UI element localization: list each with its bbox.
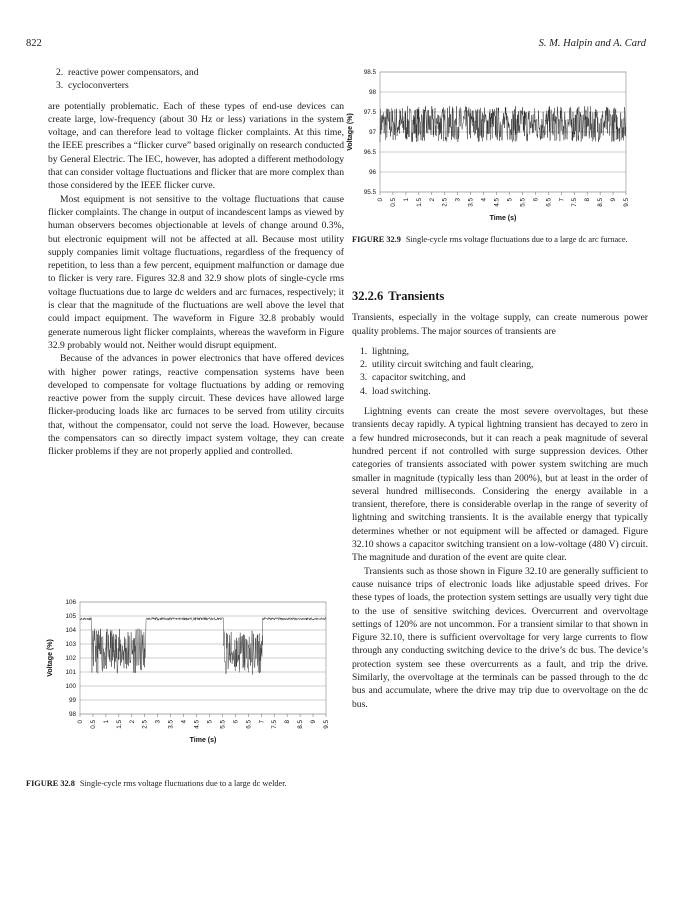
voltage-chart-dc-welder: [40, 594, 340, 754]
list-item: 4. load switching.: [360, 385, 431, 397]
paragraph: Transients, especially in the voltage supply, can create numerous power quality problems. The major sources of transients are: [352, 312, 648, 337]
x-tick-label: 2: [128, 720, 136, 724]
y-tick-label: 99: [68, 697, 76, 705]
x-tick-label: 1.5: [415, 198, 423, 207]
x-tick-label: 4: [180, 720, 188, 724]
x-axis-title: Time (s): [489, 215, 517, 222]
page-number: 822: [26, 38, 42, 49]
x-tick-label: 2: [428, 198, 436, 202]
y-tick-label: 103: [65, 641, 76, 649]
y-tick-label: 96: [368, 169, 376, 177]
x-tick-label: 2.5: [141, 720, 149, 729]
right-column: [352, 282, 648, 711]
x-tick-label: 4.5: [493, 198, 501, 207]
x-tick-label: 5.5: [219, 720, 227, 729]
y-tick-label: 98: [368, 89, 376, 97]
x-tick-label: 7: [558, 198, 566, 202]
x-tick-label: 9: [310, 720, 318, 724]
x-tick-label: 3: [454, 198, 462, 202]
paragraph: Lightning events can create the most severe overvoltages, but these transients decay rapidly. A typical lightning transient has decayed to zero in a few hundred microseconds, but it can reach a peak magnitude of several hundred percent if not controlled with surge suppression devices. Other categories of transients associated with power system switching are much smaller in magnitude (typically less than 200%), but at least in the order of several hundred milliseconds. Considering the energy available in a transient, therefore, there is considerable overlap in the range of severity of lightning and switching transients. It is the available energy that typically determines whether or not equipment will be affected or damaged. Figure 32.10 shows a capacitor switching transient on a low-voltage (480 V) circuit. The magnitude and duration of the event are quite clear.: [352, 406, 648, 564]
list-item: 2. reactive power compensators, and: [56, 67, 199, 78]
figure-label: FIGURE 32.8: [26, 779, 75, 788]
figure-caption-text: Single-cycle rms voltage fluctuations due to a large dc welder.: [79, 779, 287, 788]
x-tick-label: 7.5: [271, 720, 279, 729]
x-tick-label: 8.5: [297, 720, 305, 729]
continued-device-list: [48, 66, 344, 93]
x-tick-label: 3: [154, 720, 162, 724]
y-tick-label: 105: [65, 613, 76, 621]
y-tick-label: 104: [65, 627, 76, 635]
x-tick-label: 8.5: [597, 198, 605, 207]
paragraph: Because of the advances in power electronics that have offered devices with higher power ratings, reactive compensation systems have been developed to compensate for voltage fluctuations by adding or removing reactive power from the supply circuit. These devices have allowed large flicker-producing loads like arc furnaces to be served from utility circuits that, without the compensator, could not serve the load. However, because the compensators can so directly impact system voltage, they can create flicker problems if they are not properly applied and controlled.: [48, 353, 344, 458]
list-item: 2. utility circuit switching and fault clearing,: [360, 359, 534, 371]
paragraph: Most equipment is not sensitive to the voltage fluctuations that cause flicker complaints. The change in output of incandescent lamps as viewed by human observers becomes objectionable at levels of change around 0.3%, but electronic equipment will not be affected at all. Because most utility supply companies limit voltage fluctuations, regardless of the frequency of repetition, to less than a few percent, equipment malfunction or damage due to flicker is very rare. Figures 32.8 and 32.9 show plots of single-cycle rms voltage fluctuations due to large dc welders and arc furnaces, respectively; it is clear that the magnitude of the fluctuations are well above the level that could impact equipment. The waveform in Figure 32.8 probably would generate numerous light flicker complaints, whereas the waveform in Figure 32.9 probably would not. Neither would disrupt equipment.: [48, 193, 344, 351]
y-tick-label: 95.5: [363, 189, 376, 197]
x-tick-label: 4.5: [193, 720, 201, 729]
y-tick-label: 97.5: [363, 109, 376, 117]
voltage-chart-arc-furnace: [340, 64, 640, 224]
x-tick-label: 4: [480, 198, 488, 202]
figure-32-8: [26, 594, 340, 789]
y-tick-label: 96.5: [363, 149, 376, 157]
x-tick-label: 6: [232, 720, 240, 724]
list-item: 1. lightning,: [360, 345, 410, 357]
y-tick-label: 97: [368, 129, 376, 137]
y-tick-label: 101: [65, 669, 76, 677]
x-tick-label: 9: [610, 198, 618, 202]
section-number: 32.2.6: [352, 289, 384, 303]
x-tick-label: 1.5: [115, 720, 123, 729]
running-head-authors: S. M. Halpin and A. Card: [538, 38, 646, 49]
y-tick-label: 106: [65, 599, 76, 607]
x-tick-label: 0: [77, 720, 84, 724]
y-axis-title: Voltage (%): [47, 639, 54, 677]
list-item: 3. cycloconverters: [56, 80, 129, 92]
figure-caption-text: Single-cycle rms voltage fluctuations due to a large dc arc furnace.: [405, 235, 628, 244]
x-tick-label: 5.5: [519, 198, 527, 207]
page-header: [26, 38, 646, 52]
x-tick-label: 3.5: [467, 198, 475, 207]
transient-sources-list: [352, 345, 648, 398]
x-tick-label: 9.5: [623, 198, 630, 207]
y-tick-label: 100: [65, 683, 76, 691]
x-tick-label: 2.5: [441, 198, 449, 207]
x-tick-label: 0.5: [389, 198, 397, 207]
x-tick-label: 8: [584, 198, 592, 202]
x-tick-label: 6.5: [545, 198, 553, 207]
figure-label: FIGURE 32.9: [352, 235, 401, 244]
y-axis-title: Voltage (%): [347, 113, 354, 151]
paragraph: Transients such as those shown in Figure 32.10 are generally sufficient to cause nuisance trips of electronic loads like adjustable speed drives. For these types of loads, the protection system settings are usually very tight due to the use of sensitive switching devices. Overcurrent and overvoltage settings of 120% are not uncommon. For a transient similar to that shown in Figure 32.10, there is sufficient overvoltage for very large currents to flow through any conducting switching device to the drive’s dc bus. The device’s protection system see these overcurrents as a fault, and trip the drive. Similarly, the overvoltage at the terminals can be passed through to the dc bus and accumulate, where the drive may trip due to overvoltage on the dc bus.: [352, 565, 648, 710]
figure-caption: [26, 778, 330, 789]
x-tick-label: 6: [532, 198, 540, 202]
y-tick-label: 98.5: [363, 69, 376, 77]
paragraph: are potentially problematic. Each of these types of end-use devices can create large, low-frequency (about 30 Hz or less) variations in the system voltage, and can therefore lead to voltage flicker complaints. At this time, the IEEE prescribes a “flicker curve” based originally on research conducted by General Electric. The IEC, however, has adopted a different methodology that can consider voltage fluctuations and flicker that are more complex than those considered by the IEEE flicker curve.: [48, 100, 344, 192]
x-tick-label: 0: [377, 198, 384, 202]
list-item: 3. capacitor switching, and: [360, 372, 466, 384]
section-heading: [352, 290, 648, 303]
x-tick-label: 3.5: [167, 720, 175, 729]
x-tick-label: 8: [284, 720, 292, 724]
y-tick-label: 98: [68, 711, 76, 719]
figure-caption: [340, 234, 640, 245]
x-axis-title: Time (s): [189, 737, 217, 744]
x-tick-label: 6.5: [245, 720, 253, 729]
x-tick-label: 9.5: [323, 720, 330, 729]
x-tick-label: 1: [102, 720, 110, 724]
x-tick-label: 5: [506, 198, 514, 202]
x-tick-label: 5: [206, 720, 214, 724]
figure-32-9: [340, 64, 640, 245]
x-tick-label: 0.5: [89, 720, 97, 729]
section-title: Transients: [388, 289, 445, 303]
x-tick-label: 7: [258, 720, 266, 724]
y-tick-label: 102: [65, 655, 76, 663]
x-tick-label: 7.5: [571, 198, 579, 207]
x-tick-label: 1: [402, 198, 410, 202]
left-column: [48, 66, 344, 459]
